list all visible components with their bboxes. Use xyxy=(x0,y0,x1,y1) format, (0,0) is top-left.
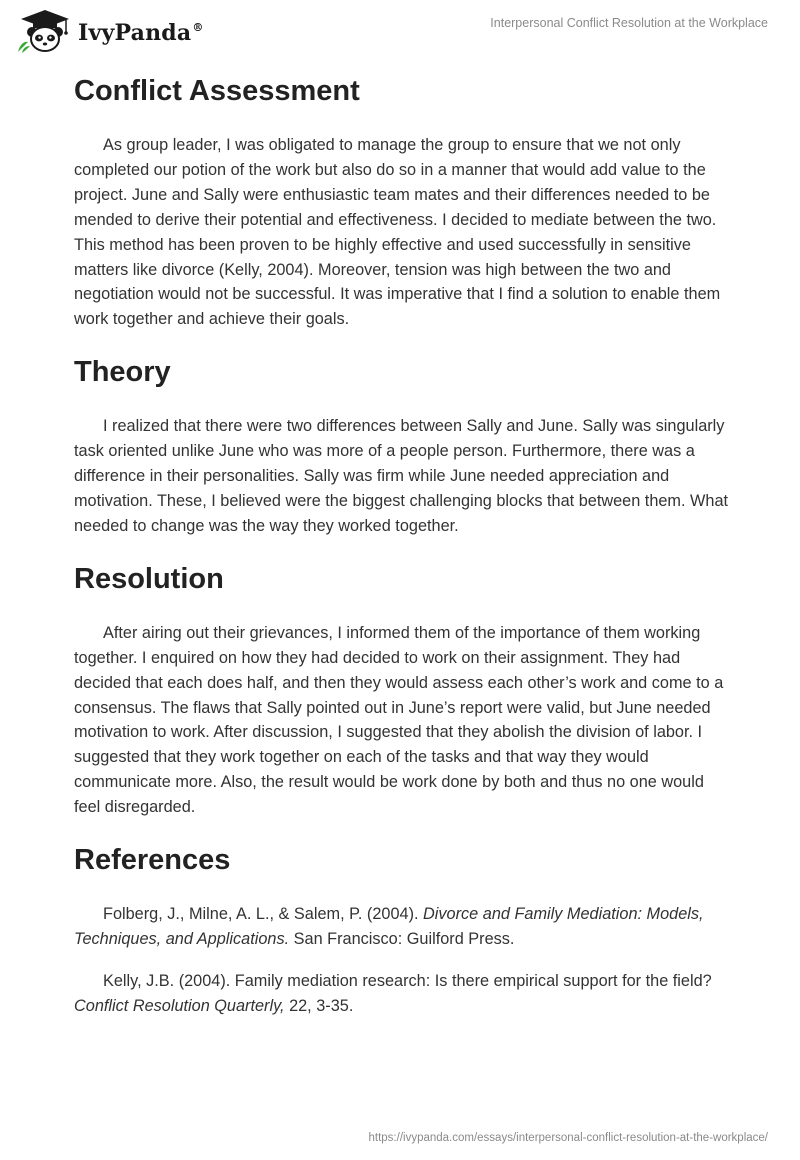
essay-content xyxy=(74,72,734,1019)
heading-references: References xyxy=(74,844,231,877)
paragraph-theory: I realized that there were two differences between Sally and June. Sally was singularly task oriented unlike June who was more of a people person. Furthermore, there was a difference in their personalities. Sally was firm while June needed appreciation and motivation. These, I believed were the biggest challenging blocks that between them. What needed to change was the way they worked together. xyxy=(74,417,729,535)
heading-conflict-assessment: Conflict Assessment xyxy=(74,75,360,107)
reference-publisher: San Francisco: Guilford Press. xyxy=(289,929,515,948)
paragraph-resolution: After airing out their grievances, I informed them of the importance of them working together. I enquired on how they had decided to work on their assignment. They had decided that each does half, and then they would assess each other’s work and come to a consensus. The flaws that Sally pointed out in June’s report were valid, but June needed motivation to work. After discussion, I suggested that they abolish the division of labor. I suggested that they work together on each of the tasks and that way they would communicate more. Also, the result would be work done by both and thus no one would feel disregarded. xyxy=(74,623,724,817)
reference-authors: Folberg, J., Milne, A. L., & Salem, P. (2004). xyxy=(103,905,424,924)
reference-volume-pages: 22, 3-35. xyxy=(284,996,354,1015)
heading-resolution: Resolution xyxy=(74,562,224,595)
page-header xyxy=(0,0,800,60)
reference-journal: Conflict Resolution Quarterly, xyxy=(74,996,285,1015)
brand-logo[interactable] xyxy=(14,8,204,54)
panda-graduation-cap-icon xyxy=(14,8,76,54)
reference-authors: Kelly, J.B. (2004). Family mediation research: Is there empirical support for the field? xyxy=(103,971,712,990)
paragraph-conflict-assessment: As group leader, I was obligated to manage the group to ensure that we not only completed our potion of the work but also do so in a manner that would add value to the project. June and Sally were enthusiastic team mates and their differences needed to be mended to derive their potential and effectiveness. I decided to mediate between the two. This method has been proven to be highly effective and used successfully in sensitive matters like divorce (Kelly, 2004). Moreover, tension was high between the two and negotiation would not be successful. It was imperative that I find a solution to enable them work together and achieve their goals. xyxy=(74,136,721,329)
heading-theory: Theory xyxy=(74,356,171,389)
reference-item xyxy=(74,969,734,1019)
reference-item xyxy=(74,902,734,952)
registered-mark: ® xyxy=(192,21,204,34)
source-url[interactable]: https://ivypanda.com/essays/interpersonal-conflict-resolution-at-the-workplace/ xyxy=(368,1132,768,1144)
document-title: Interpersonal Conflict Resolution at the Workplace xyxy=(490,16,768,30)
reference-title: Divorce and Family Mediation: Models, Techniques, and Applications. xyxy=(74,905,704,948)
brand-name: IvyPanda® xyxy=(78,20,204,46)
